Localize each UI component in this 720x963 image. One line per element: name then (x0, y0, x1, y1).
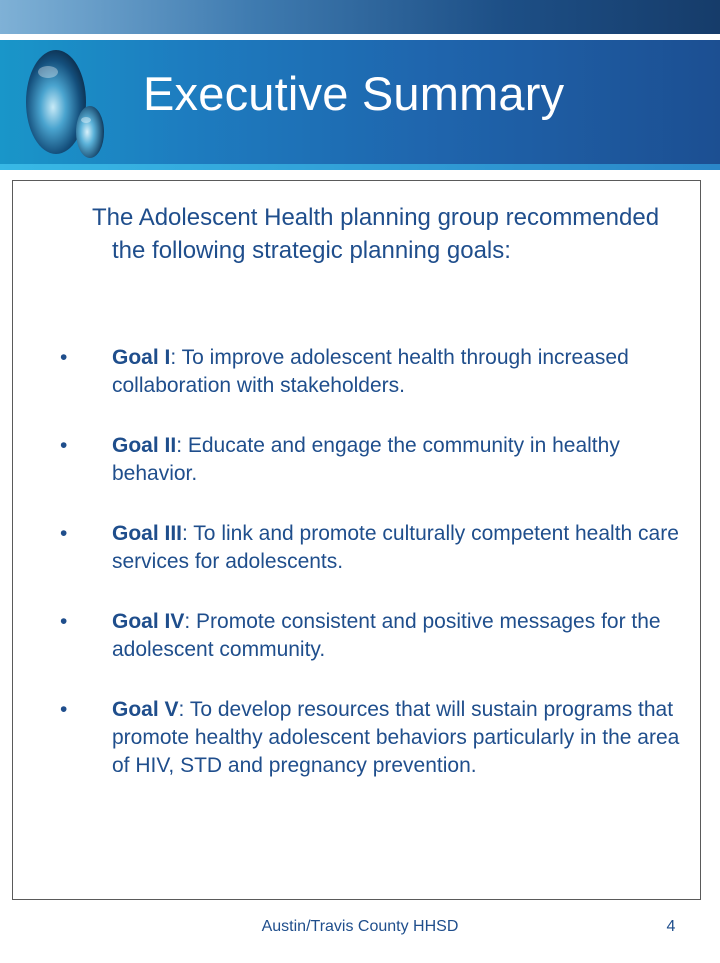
intro-paragraph: The Adolescent Health planning group recommended the following strategic planning goals: (92, 204, 660, 264)
bullet-icon: • (60, 698, 68, 721)
goal-item-3 (58, 520, 694, 576)
goal-text: : Promote consistent and positive messages for the adolescent community. (112, 610, 661, 661)
goal-item-1 (58, 344, 694, 400)
goal-text: : Educate and engage the community in healthy behavior. (112, 434, 620, 485)
goal-name: Goal IV (112, 610, 185, 633)
top-decorative-strip (0, 0, 720, 34)
goal-text: : To link and promote culturally competent health care services for adolescents. (112, 522, 679, 573)
goal-item-2 (58, 432, 694, 488)
bullet-icon: • (60, 434, 68, 457)
goals-list (58, 344, 694, 812)
goal-name: Goal I (112, 346, 171, 369)
slide-title: Executive Summary (143, 67, 565, 120)
title-header-band (0, 40, 720, 170)
footer-organization: Austin/Travis County HHSD (261, 918, 459, 935)
goal-text: : To develop resources that will sustain programs that promote healthy adolescent behaviors particularly in the area of HIV, STD and pregnancy prevention. (112, 698, 680, 777)
goal-name: Goal III (112, 522, 183, 545)
goal-item-4 (58, 608, 694, 664)
sphere-logo-icon (14, 50, 114, 170)
goal-name: Goal II (112, 434, 177, 457)
bullet-icon: • (60, 346, 68, 369)
goal-item-5 (58, 696, 694, 780)
bullet-icon: • (60, 610, 68, 633)
goal-name: Goal V (112, 698, 179, 721)
bullet-icon: • (60, 522, 68, 545)
goal-text: : To improve adolescent health through increased collaboration with stakeholders. (112, 346, 629, 397)
page-number: 4 (666, 918, 676, 935)
